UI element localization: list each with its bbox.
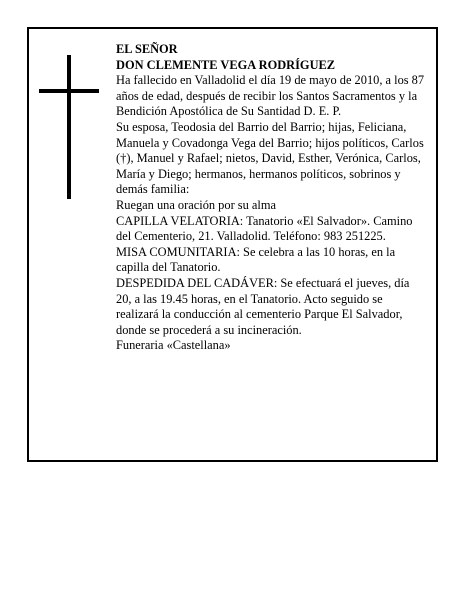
obituary-notice <box>27 27 438 462</box>
prayer-request: Ruegan una oración por su alma <box>116 197 276 212</box>
cross-horizontal-bar <box>39 89 99 93</box>
family-list: Su esposa, Teodosia del Barrio del Barrio; hijas, Feliciana, Manuela y Covadonga Vega del Barrio; hijos políticos, Carlos (†), Manuel y Rafael; nietos, David, Esther, Verónica, Carlos, María y Diego; hermanos, hermanos políticos, sobrinos y demás familia: <box>116 119 424 197</box>
wake-chapel-info: CAPILLA VELATORIA: Tanatorio «El Salvador». Camino del Cementerio, 21. Valladolid. Teléfono: 983 251225. <box>116 213 413 244</box>
farewell-info: DESPEDIDA DEL CADÁVER: Se efectuará el jueves, día 20, a las 19.45 horas, en el Tanatorio. Acto seguido se realizará la conducción al cementerio Parque El Salvador, donde se procederá a su incineración. <box>116 275 410 337</box>
mass-info: MISA COMUNITARIA: Se celebra a las 10 horas, en la capilla del Tanatorio. <box>116 244 396 275</box>
funeral-home: Funeraria «Castellana» <box>116 338 231 353</box>
heading-title: EL SEÑOR <box>116 42 178 56</box>
cross-vertical-bar <box>67 55 71 199</box>
deceased-name: DON CLEMENTE VEGA RODRÍGUEZ <box>116 57 336 72</box>
death-announcement: Ha fallecido en Valladolid el día 19 de mayo de 2010, a los 87 años de edad, después de recibir los Santos Sacramentos y la Bendición Apostólica de Su Santidad D. E. P. <box>116 73 425 119</box>
obituary-text <box>116 42 426 354</box>
